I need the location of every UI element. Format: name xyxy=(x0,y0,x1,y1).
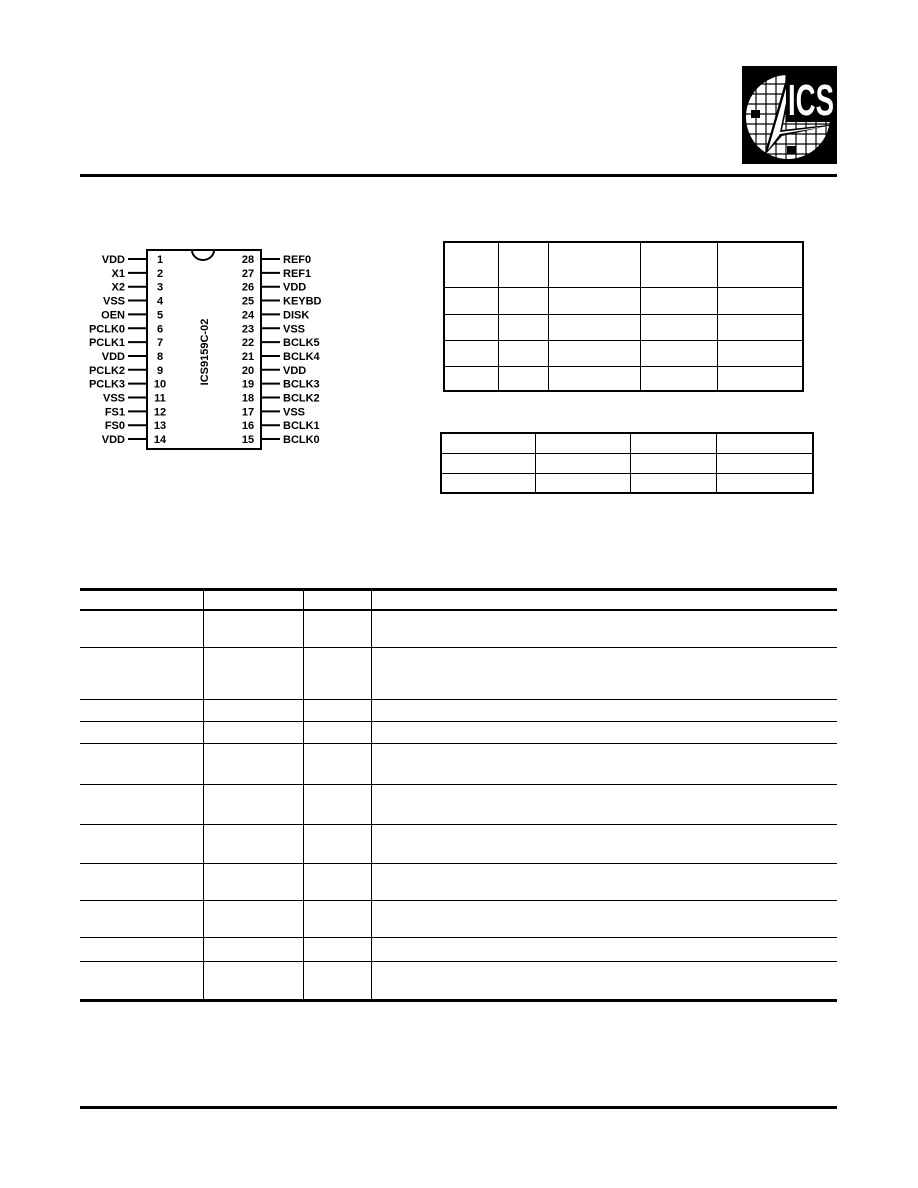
table-row xyxy=(80,648,837,700)
ics-logo xyxy=(742,66,837,164)
pin-number: 23 xyxy=(241,323,255,336)
output-enable-table xyxy=(440,432,814,494)
pin-name: BCLK1 xyxy=(283,420,320,433)
pin-number: 17 xyxy=(241,406,255,419)
pin-number: 16 xyxy=(241,420,255,433)
pin-number: 11 xyxy=(154,392,166,405)
pin-number: 22 xyxy=(241,337,255,350)
frequency-select-table xyxy=(443,241,804,392)
pin xyxy=(242,420,320,432)
pin-name: VDD xyxy=(101,434,125,447)
pin-name: BCLK2 xyxy=(283,392,320,405)
logo-text: ICS xyxy=(788,76,834,125)
pin-number: 19 xyxy=(241,378,255,391)
pin-name: PCLK2 xyxy=(88,364,125,377)
pin-name: BCLK3 xyxy=(283,378,320,391)
table-row xyxy=(80,700,837,722)
table-row xyxy=(441,453,813,473)
pin-name: KEYBD xyxy=(283,295,322,308)
pin-number: 28 xyxy=(241,254,255,266)
pin xyxy=(242,254,311,266)
pin-number: 2 xyxy=(156,267,164,280)
pin-number: 27 xyxy=(241,267,255,280)
pin-name: FS0 xyxy=(104,420,125,433)
header-rule xyxy=(80,174,837,177)
pin xyxy=(103,393,166,405)
pin-name: REF1 xyxy=(283,267,312,280)
pin-number: 5 xyxy=(156,309,164,322)
table-row xyxy=(444,287,803,314)
footer-rule xyxy=(80,1106,837,1109)
table-row xyxy=(80,785,837,825)
pin xyxy=(242,296,322,308)
pin xyxy=(242,282,306,294)
pin-name: OEN xyxy=(101,309,125,322)
pin xyxy=(102,434,167,446)
pin-number: 18 xyxy=(241,392,255,405)
pin-number: 9 xyxy=(156,364,164,377)
pin-number: 21 xyxy=(241,350,255,363)
pin-name: VDD xyxy=(283,364,307,377)
pin xyxy=(242,379,320,391)
table-header-row xyxy=(441,433,813,453)
table-row xyxy=(80,610,837,648)
right-pin-column xyxy=(242,254,322,446)
table-row xyxy=(444,340,803,366)
pin xyxy=(242,406,305,418)
table-row xyxy=(80,722,837,744)
pin-number: 26 xyxy=(241,281,255,294)
pin-name: DISK xyxy=(283,309,310,322)
pin-number: 10 xyxy=(153,378,167,391)
pin-name: PCLK1 xyxy=(88,337,125,350)
pin-name: VSS xyxy=(102,295,125,308)
pin xyxy=(242,365,306,377)
table-row xyxy=(80,901,837,938)
table-row xyxy=(80,744,837,785)
pin-number: 20 xyxy=(241,364,255,377)
pin-name: VDD xyxy=(101,254,125,266)
pin-number: 7 xyxy=(156,337,164,350)
pin-number: 4 xyxy=(156,295,164,308)
pin-name: BCLK0 xyxy=(283,434,320,447)
pin xyxy=(242,351,321,363)
pin-name: VDD xyxy=(101,350,125,363)
pin-description-table xyxy=(80,588,837,1002)
pin-number: 1 xyxy=(156,254,164,266)
chip-part-number: ICS9159C-02 xyxy=(199,318,211,386)
pin-name: VSS xyxy=(283,323,306,336)
pin-number: 12 xyxy=(153,406,167,419)
pin-name: PCLK3 xyxy=(88,378,125,391)
pin-name: PCLK0 xyxy=(88,323,125,336)
table-header-row xyxy=(444,242,803,287)
table-row xyxy=(444,314,803,340)
pin-name: VDD xyxy=(283,281,307,294)
table-row xyxy=(80,962,837,1001)
pin-name: FS1 xyxy=(104,406,125,419)
table-row xyxy=(80,864,837,901)
pin-number: 15 xyxy=(241,434,255,447)
pin xyxy=(89,379,166,391)
pin-number: 14 xyxy=(153,434,167,447)
table-row xyxy=(441,473,813,493)
pin-name: X2 xyxy=(111,281,125,294)
pin-number: 25 xyxy=(241,295,255,308)
pin-number: 24 xyxy=(241,309,255,322)
pin-number: 3 xyxy=(156,281,164,294)
pin-name: VSS xyxy=(283,406,306,419)
table-row xyxy=(444,366,803,391)
pin xyxy=(242,268,311,280)
pin-number: 6 xyxy=(156,323,164,336)
table-row xyxy=(80,938,837,962)
pin xyxy=(242,337,320,349)
pin-number: 8 xyxy=(156,350,164,363)
pin xyxy=(242,323,305,335)
pin-name: X1 xyxy=(111,267,125,280)
table-row xyxy=(80,825,837,864)
pin xyxy=(242,309,309,321)
pin-number: 13 xyxy=(153,420,167,433)
pin xyxy=(105,406,166,418)
table-header-row xyxy=(80,590,837,610)
pin-name: VSS xyxy=(102,392,125,405)
pin xyxy=(242,434,320,446)
pin xyxy=(242,393,320,405)
pin-name: BCLK5 xyxy=(283,337,320,350)
pin-name: REF0 xyxy=(283,254,312,266)
pin-name: BCLK4 xyxy=(283,350,320,363)
pin-configuration-diagram xyxy=(80,240,360,460)
pin xyxy=(105,420,166,432)
